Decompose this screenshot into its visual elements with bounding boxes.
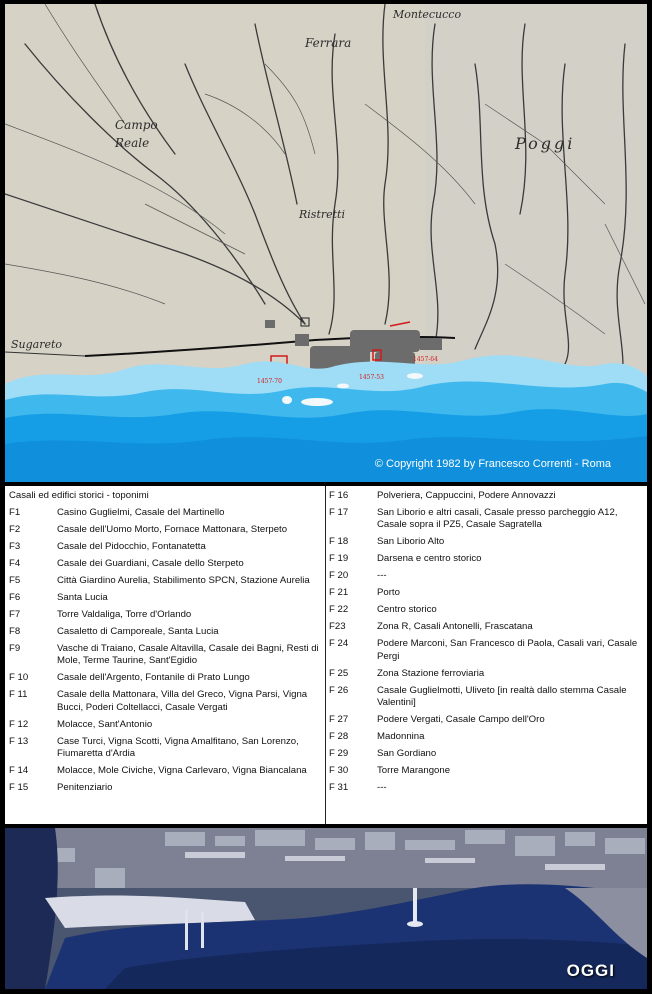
legend-name: Casale dei Guardiani, Casale dello Sterpeto: [57, 558, 244, 569]
legend-code: F 18: [329, 536, 349, 548]
legend-code: F 13: [9, 735, 29, 747]
legend-table: [5, 486, 647, 824]
legend-name: Torre Valdaliga, Torre d'Orlando: [57, 609, 192, 620]
legend-code: F4: [9, 558, 21, 569]
legend-entry: [9, 626, 323, 638]
legend-name: Zona Stazione ferroviaria: [377, 667, 485, 679]
legend-code: F 10: [9, 672, 29, 684]
legend-code: F3: [9, 541, 21, 552]
legend-name: Molacce, Mole Civiche, Vigna Carlevaro, Vigna Biancalana: [57, 765, 307, 777]
legend-column-right: [329, 490, 643, 799]
legend-code: F 11: [9, 689, 28, 701]
place-label-campo-reale: Campo Reale: [115, 118, 158, 150]
today-label: OGGI: [566, 961, 615, 980]
legend-name: Vasche di Traiano, Casale Altavilla, Casale dei Bagni, Resti di Mole, Terme Taurine, Sant'Egidio: [57, 643, 319, 667]
legend-entry: [329, 668, 643, 680]
map-copyright: © Copyright 1982 by Francesco Correnti - Roma: [374, 458, 611, 470]
legend-code: F9: [9, 643, 21, 654]
legend-entry: [329, 570, 643, 582]
legend-code: F 15: [9, 782, 29, 794]
legend-entry: [329, 536, 643, 548]
historic-map: [5, 4, 647, 482]
legend-code: F2: [9, 524, 21, 535]
legend-entry: [9, 541, 323, 553]
legend-code: F 24: [329, 638, 349, 650]
legend-entry: [9, 689, 323, 714]
legend-code: F 21: [329, 587, 349, 599]
legend-name: Casale Guglielmotti, Uliveto [in realtà dallo stemma Casale Valentini]: [377, 684, 627, 709]
legend-entry: [9, 558, 323, 570]
legend-name: Molacce, Sant'Antonio: [57, 718, 153, 730]
legend-code: F 28: [329, 731, 349, 743]
legend-entry: [9, 592, 323, 604]
satellite-image: [5, 828, 647, 989]
legend-name: Casale del Pidocchio, Fontanatetta: [57, 541, 206, 552]
legend-title: Casali ed edifici storici - toponimi: [9, 490, 149, 501]
map-marker-label: 1457-53: [359, 374, 384, 381]
map-marker-label: 1457-64: [413, 356, 438, 363]
place-label-poggi: Poggi: [515, 134, 576, 153]
legend-name: Porto: [377, 587, 400, 599]
legend-entry: [9, 672, 323, 684]
legend-name: San Gordiano: [377, 748, 437, 760]
legend-name: Podere Vergati, Casale Campo dell'Oro: [377, 714, 545, 726]
legend-name: Case Turci, Vigna Scotti, Vigna Amalfitano, San Lorenzo, Fiumaretta d'Ardia: [57, 735, 299, 760]
legend-name: Città Giardino Aurelia, Stabilimento SPCN, Stazione Aurelia: [57, 575, 310, 586]
legend-name: Darsena e centro storico: [377, 553, 482, 565]
legend-entry: [9, 765, 323, 777]
legend-entry: [329, 553, 643, 565]
legend-entry: [329, 587, 643, 599]
legend-name: Penitenziario: [57, 782, 113, 794]
legend-name: Polveriera, Cappuccini, Podere Annovazzi: [377, 490, 556, 501]
legend-code: F6: [9, 592, 21, 603]
legend-entry: [329, 731, 643, 743]
legend-entry: [329, 714, 643, 726]
map-drawing: [5, 4, 647, 482]
legend-code: F 27: [329, 714, 349, 726]
legend-entry: [9, 643, 323, 668]
legend-entry: [9, 736, 323, 761]
legend-name: Centro storico: [377, 604, 437, 616]
legend-code: F5: [9, 575, 21, 586]
legend-name: Casale dell'Argento, Fontanile di Prato Lungo: [57, 672, 250, 684]
legend-entry: [329, 685, 643, 710]
legend-code: F 19: [329, 553, 349, 565]
legend-entry: [329, 621, 643, 633]
legend-code: F1: [9, 507, 21, 518]
place-label-ristretti: Ristretti: [299, 208, 345, 221]
legend-entry: [329, 748, 643, 760]
legend-entry: [9, 782, 323, 794]
legend-name: Podere Marconi, San Francesco di Paola, Casali vari, Casale Pergi: [377, 638, 638, 662]
legend-entry: [329, 765, 643, 777]
legend-code: F 26: [329, 684, 349, 696]
place-label-montecucco: Montecucco: [393, 8, 462, 21]
legend-entry: [9, 719, 323, 731]
legend-entry: [329, 782, 643, 794]
legend-code: F23: [329, 621, 346, 633]
legend-name: Casale dell'Uomo Morto, Fornace Mattonara, Sterpeto: [57, 524, 288, 535]
legend-name: Torre Marangone: [377, 765, 451, 777]
legend-name: Madonnina: [377, 731, 425, 743]
legend-entry: [9, 609, 323, 621]
legend-name: Casaletto di Camporeale, Santa Lucia: [57, 626, 219, 637]
legend-code: F 30: [329, 765, 349, 777]
place-label-sugareto: Sugareto: [11, 338, 63, 351]
map-marker-label: 1457-70: [257, 378, 282, 385]
place-label-ferrara: Ferrara: [305, 36, 352, 50]
legend-code: F8: [9, 626, 21, 637]
legend-code: F 17: [329, 507, 349, 518]
legend-code: F7: [9, 609, 21, 620]
legend-entry: [329, 604, 643, 616]
legend-code: F 22: [329, 604, 349, 616]
legend-name: ---: [377, 570, 387, 582]
legend-name: Zona R, Casali Antonelli, Frascatana: [377, 621, 533, 633]
column-divider: [325, 486, 326, 824]
legend-name: Santa Lucia: [57, 592, 108, 603]
legend-entry: [9, 524, 323, 536]
legend-code: F 12: [9, 718, 29, 730]
legend-name: Casino Guglielmi, Casale del Martinello: [57, 507, 225, 518]
satellite-photo: [5, 828, 647, 989]
legend-entry: [329, 507, 643, 532]
legend-code: F 31: [329, 782, 349, 794]
legend-entry: [9, 575, 323, 587]
legend-entry: [329, 490, 643, 502]
legend-entry: [9, 507, 323, 519]
legend-code: F 20: [329, 570, 349, 582]
legend-code: F 16: [329, 490, 349, 501]
legend-name: ---: [377, 782, 387, 794]
legend-entry: [329, 638, 643, 663]
legend-column-left: [9, 490, 323, 799]
legend-code: F 14: [9, 765, 29, 777]
legend-name: Casale della Mattonara, Villa del Greco, Vigna Parsi, Vigna Bucci, Poderi Coltellacci, Casale Vergati: [57, 689, 308, 713]
legend-code: F 29: [329, 748, 349, 760]
legend-name: San Liborio Alto: [377, 536, 445, 548]
legend-name: San Liborio e altri casali, Casale presso parcheggio A12, Casale sopra il PZ5, Casale Sagratella: [377, 507, 618, 531]
legend-code: F 25: [329, 667, 349, 679]
